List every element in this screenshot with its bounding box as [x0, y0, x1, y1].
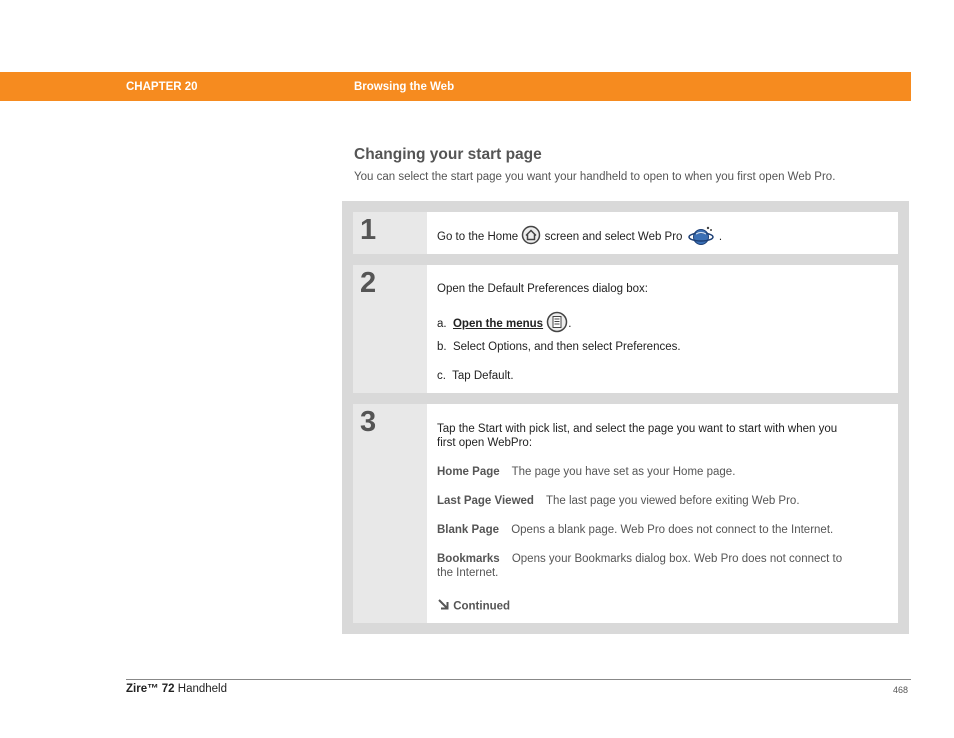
option-term: Blank Page — [437, 524, 499, 536]
chapter-header-bar — [0, 72, 911, 101]
option-desc: The last page you viewed before exiting Web Pro. — [545, 495, 800, 507]
list-text: Tap Default. — [452, 370, 514, 382]
step-3 — [353, 404, 898, 623]
step-1 — [353, 212, 898, 254]
step-text: Go to the Home — [437, 231, 519, 244]
option-desc: The page you have set as your Home page. — [511, 466, 736, 478]
home-icon — [521, 225, 541, 249]
option-term: Bookmarks — [437, 553, 500, 565]
step-text: . — [718, 231, 723, 244]
step-number: 3 — [360, 406, 377, 438]
step-2 — [353, 265, 898, 393]
list-text: . — [568, 318, 572, 331]
product-name: Zire™ 72 — [126, 683, 175, 695]
continued-link[interactable] — [437, 598, 888, 615]
option-desc: Opens your Bookmarks dialog box. Web Pro does not connect to — [511, 553, 843, 565]
list-item — [437, 311, 888, 337]
arrow-down-right-icon — [437, 598, 450, 615]
list-item — [437, 340, 888, 354]
step-number-cell — [353, 404, 427, 623]
step-intro: first open WebPro: — [437, 437, 533, 449]
list-marker: b. — [437, 341, 447, 353]
option-desc: Opens a blank page. Web Pro does not connect to the Internet. — [511, 524, 834, 536]
footer-product — [126, 683, 227, 695]
continued-label: Continued — [453, 600, 511, 613]
step-body — [427, 212, 898, 254]
section-intro: You can select the start page you want your handheld to open to when you first open Web Pro. — [354, 171, 836, 183]
option-row — [437, 465, 888, 479]
step-number-cell — [353, 212, 427, 254]
step-number: 1 — [360, 214, 377, 246]
footer-divider — [126, 679, 911, 680]
step-body — [427, 404, 898, 623]
section-title: Changing your start page — [354, 146, 542, 163]
step-body — [427, 265, 898, 393]
web-pro-icon — [686, 224, 716, 250]
menu-icon — [546, 311, 568, 337]
list-text: Select Options, and then select Preferences. — [452, 341, 681, 353]
chapter-label: CHAPTER 20 — [126, 81, 198, 93]
chapter-title: Browsing the Web — [354, 81, 455, 93]
option-row — [437, 523, 888, 537]
step-intro: Tap the Start with pick list, and select the page you want to start with when you — [437, 423, 838, 435]
option-desc-continued: the Internet. — [437, 567, 499, 579]
page-number: 468 — [893, 685, 909, 695]
open-menus-link[interactable]: Open the menus — [452, 318, 544, 331]
list-item — [437, 369, 888, 383]
list-marker: c. — [437, 370, 446, 382]
option-row — [437, 552, 888, 566]
option-term: Last Page Viewed — [437, 495, 534, 507]
step-intro: Open the Default Preferences dialog box: — [437, 283, 648, 295]
option-row — [437, 494, 888, 508]
option-term: Home Page — [437, 466, 500, 478]
step-number: 2 — [360, 267, 377, 299]
list-marker: a. — [437, 318, 447, 331]
step-text: screen and select Web Pro — [544, 231, 683, 244]
product-suffix: Handheld — [174, 683, 228, 695]
step-number-cell — [353, 265, 427, 393]
